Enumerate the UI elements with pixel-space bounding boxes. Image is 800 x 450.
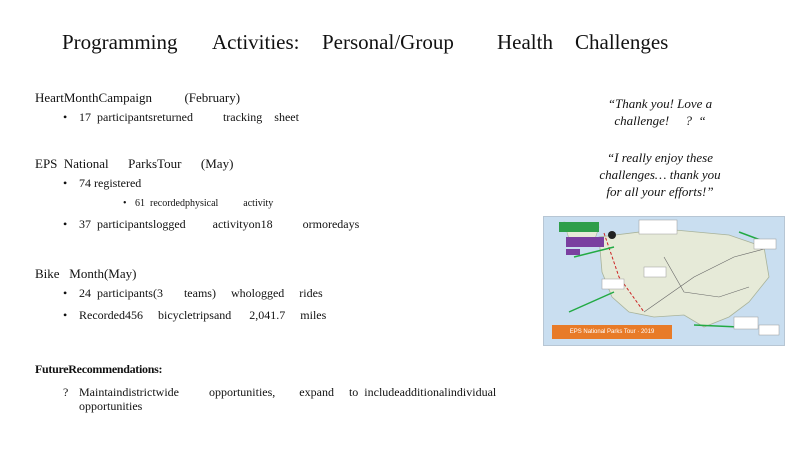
recommendation-line-2: opportunities — [79, 399, 143, 413]
section-heading: Bike Month(May) — [35, 266, 137, 281]
parks-tour-map-image — [543, 216, 785, 346]
recommendation-item — [35, 385, 539, 413]
title-word-personal-group: Personal/Group — [322, 30, 454, 54]
sub-bullet-item: • 61 recordedphysical activity — [35, 198, 359, 209]
testimonial-quote-2 — [580, 149, 740, 200]
recommendation-line-1: Maintaindistrictwide opportunities, expand to includeadditionalindividual — [79, 385, 497, 399]
bullet-item: • 17 participantsreturned tracking sheet — [35, 110, 299, 125]
quote-line: for all your efforts!” — [606, 184, 714, 199]
title-word-activities: Activities: — [212, 30, 300, 54]
title-word-programming: Programming — [62, 30, 178, 54]
quote-line: challenges… thank you — [599, 167, 721, 182]
section-heart-month — [35, 90, 299, 132]
bullet-item: • Recorded456 bicycletripsand 2,041.7 miles — [35, 308, 326, 323]
slide-title — [62, 30, 702, 55]
map-banner: EPS National Parks Tour · 2019 — [552, 325, 672, 339]
quote-line: challenge! ? “ — [614, 113, 706, 128]
bullet-item: • 24 participants(3 teams) whologged rides — [35, 286, 326, 301]
bullet-item: • 37 participantslogged activityon18 ormoredays — [35, 217, 359, 232]
question-mark-glyph: ? — [63, 385, 69, 399]
section-heading: FutureRecommendations: — [35, 362, 163, 376]
title-word-health: Health — [497, 30, 553, 54]
section-bike-month — [35, 266, 326, 330]
quote-line: “I really enjoy these — [606, 150, 713, 165]
section-eps-parks-tour — [35, 156, 359, 239]
title-word-challenges: Challenges — [575, 30, 669, 54]
quote-line: “Thank you! Love a — [607, 96, 713, 111]
bullet-item: • 74 registered — [35, 176, 359, 191]
testimonial-quote-1 — [590, 95, 730, 129]
section-future-recommendations — [35, 362, 539, 413]
section-heading: EPS National ParksTour (May) — [35, 156, 234, 171]
section-heading: HeartMonthCampaign (February) — [35, 90, 241, 105]
